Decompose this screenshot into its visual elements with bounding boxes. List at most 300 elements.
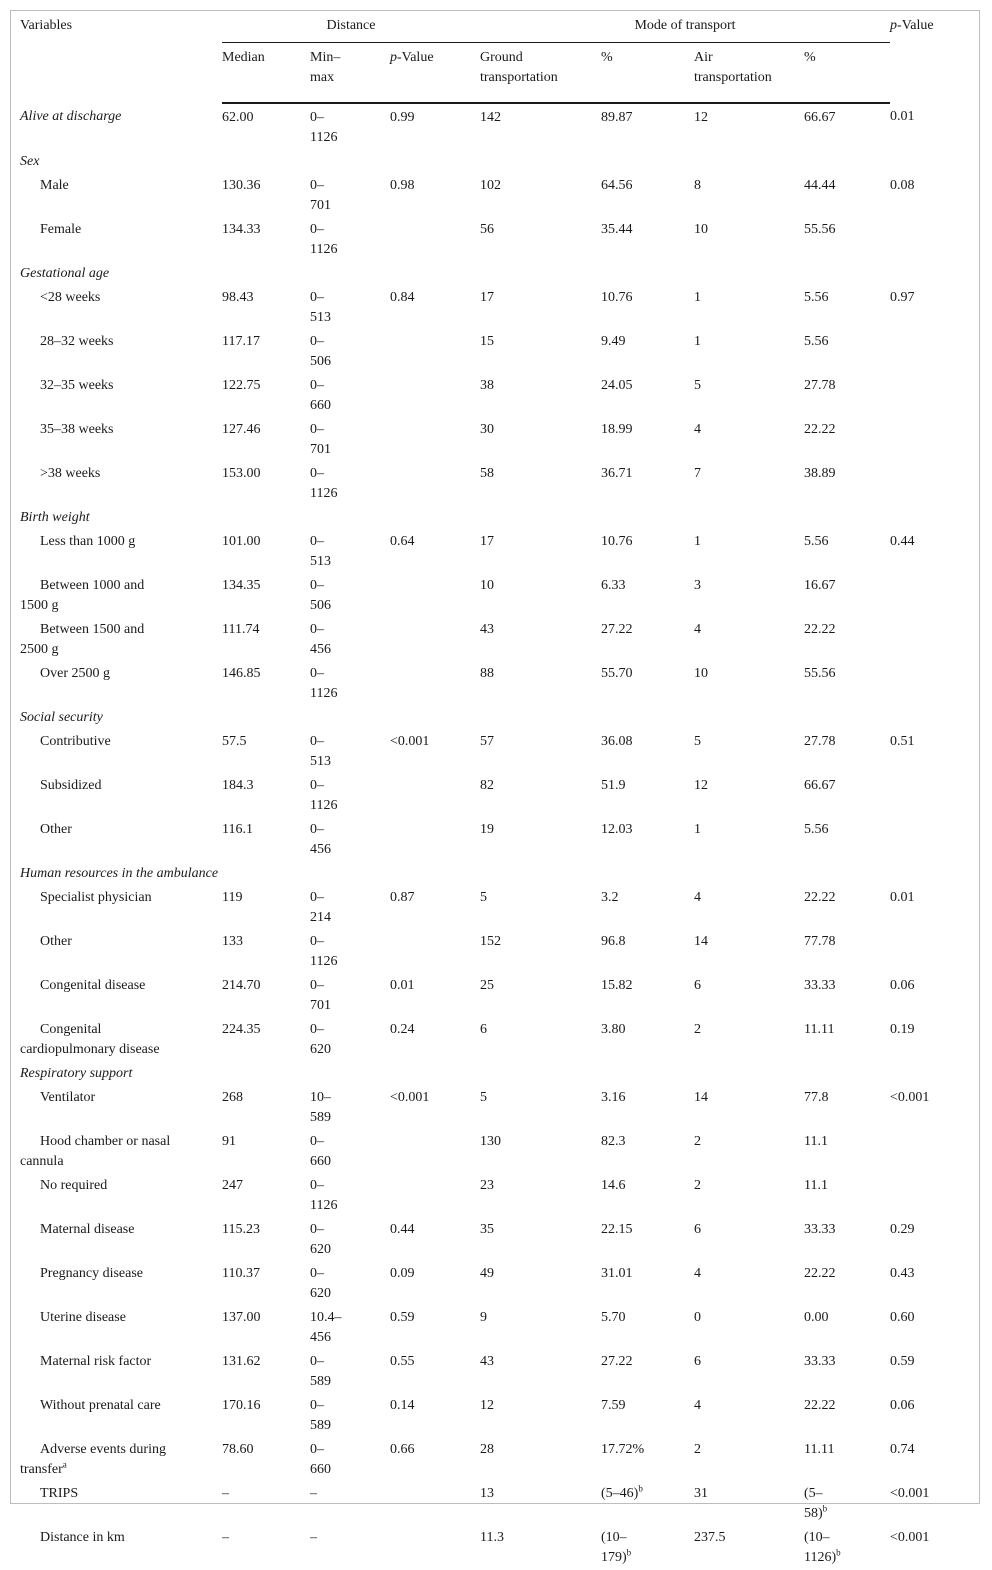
minmax-a: 0– (310, 466, 324, 481)
section-label: Respiratory support (20, 1066, 133, 1081)
cell-p2: 0.51 (890, 734, 915, 749)
cell-air: 10 (694, 666, 708, 681)
table-row (10, 1526, 980, 1570)
cell-median: 116.1 (222, 822, 253, 837)
air-line2: transportation (694, 70, 772, 85)
table-row (10, 103, 980, 150)
cell-ground-pct: 89.87 (601, 110, 633, 125)
table-row (10, 730, 980, 774)
row-label: 28–32 weeks (40, 334, 114, 349)
cell-air-pct: 11.11 (804, 1442, 835, 1457)
row-label: Subsidized (40, 778, 102, 793)
minmax-b: 456 (310, 1330, 331, 1345)
cell-median: 119 (222, 890, 243, 905)
row-label: 32–35 weeks (40, 378, 114, 393)
table-row (10, 974, 980, 1018)
section-label: Gestational age (20, 266, 110, 281)
cell-ground-pct: 12.03 (601, 822, 633, 837)
table-row (10, 662, 980, 706)
cell-p (390, 662, 480, 706)
cell-p (390, 818, 480, 862)
cell-ground-pct: 31.01 (601, 1266, 633, 1281)
cell-air-pct: 5.56 (804, 290, 829, 305)
cell-minmax (310, 1350, 390, 1394)
cell-median: 134.33 (222, 222, 261, 237)
cell-p2: 0.43 (890, 1266, 915, 1281)
cell-ground: 11.3 (480, 1530, 504, 1545)
table-row (10, 618, 980, 662)
row-label-line1: Hood chamber or nasal (40, 1134, 171, 1149)
cell-p (390, 574, 480, 618)
cell-air-pct: 77.78 (804, 934, 836, 949)
row-label: Congenital disease (40, 978, 146, 993)
cell-ground-pct: 3.2 (601, 890, 619, 905)
minmax-a: 0– (310, 978, 324, 993)
cell-air: 2 (694, 1178, 701, 1193)
cell-air-pct: 5.56 (804, 822, 829, 837)
section-label: Sex (20, 154, 40, 169)
minmax-a: 0– (310, 934, 324, 949)
cell-ground-pct: 24.05 (601, 378, 633, 393)
cell-p2: 0.29 (890, 1222, 915, 1237)
header-ground-pct: % (601, 43, 694, 103)
cell-air-pct: 11.1 (804, 1134, 828, 1149)
table-row (10, 1438, 980, 1482)
cell-air-pct: 5.56 (804, 334, 829, 349)
cell-p2: 0.44 (890, 534, 915, 549)
cell-ground: 10 (480, 578, 494, 593)
cell-median: 184.3 (222, 778, 254, 793)
table-row (10, 330, 980, 374)
cell-air-pct: 11.11 (804, 1022, 835, 1037)
cell-p: 0.66 (390, 1442, 415, 1457)
cell-minmax (310, 530, 390, 574)
cell-air-pct: 55.56 (804, 222, 836, 237)
cell-air-pct: 22.22 (804, 1266, 836, 1281)
cell-ground-pct: 55.70 (601, 666, 633, 681)
cell-minmax (310, 374, 390, 418)
table-row (10, 462, 980, 506)
cell-median: 111.74 (222, 622, 260, 637)
section-row (10, 262, 980, 286)
cell-p: <0.001 (390, 1090, 430, 1105)
row-label: Distance in km (40, 1530, 125, 1545)
cell-ground-pct: 9.49 (601, 334, 626, 349)
table-row (10, 1262, 980, 1306)
cell-p: 0.55 (390, 1354, 415, 1369)
cell-p (390, 618, 480, 662)
table-row (10, 530, 980, 574)
cell-ground: 17 (480, 290, 494, 305)
cell-p2 (890, 1174, 980, 1218)
minmax-b: 214 (310, 910, 331, 925)
table-row (10, 286, 980, 330)
cell-median: 134.35 (222, 578, 261, 593)
minmax-b: 456 (310, 642, 331, 657)
cell-median: 133 (222, 934, 243, 949)
minmax-a: 0– (310, 290, 324, 305)
cell-p: 0.09 (390, 1266, 415, 1281)
row-label: Ventilator (40, 1090, 96, 1105)
row-label (10, 574, 222, 618)
cell-p2 (890, 218, 980, 262)
ground-range: (5–46) (601, 1486, 639, 1501)
footnote-marker: b (626, 1547, 632, 1558)
table-row (10, 174, 980, 218)
cell-p: 0.44 (390, 1222, 415, 1237)
p-italic: p (890, 18, 898, 33)
cell-minmax (310, 330, 390, 374)
cell-air-pct: 11.1 (804, 1178, 828, 1193)
section-row (10, 150, 980, 174)
cell-ground: 15 (480, 334, 494, 349)
row-label: 35–38 weeks (40, 422, 114, 437)
cell-minmax (310, 774, 390, 818)
cell-median: 130.36 (222, 178, 261, 193)
header-pvalue (390, 43, 480, 103)
cell-p2 (890, 374, 980, 418)
cell-median: 146.85 (222, 666, 261, 681)
cell-ground-pct: 17.72% (601, 1442, 645, 1457)
cell-minmax (310, 418, 390, 462)
minmax-a: 0– (310, 1178, 324, 1193)
cell-ground-pct: 96.8 (601, 934, 626, 949)
table-row (10, 418, 980, 462)
cell-ground: 5 (480, 1090, 487, 1105)
cell-ground-pct: 15.82 (601, 978, 633, 993)
row-label-line2: cannula (20, 1154, 64, 1169)
air-line1: Air (694, 50, 713, 65)
row-label (10, 618, 222, 662)
cell-air: 14 (694, 934, 708, 949)
minmax-b: 701 (310, 198, 331, 213)
cell-air: 12 (694, 778, 708, 793)
footnote-marker: b (836, 1547, 841, 1558)
cell-ground-pct: 14.6 (601, 1178, 626, 1193)
cell-air: 5 (694, 378, 701, 393)
row-label-line1: Adverse events during (40, 1442, 166, 1457)
cell-median: – (222, 1486, 229, 1501)
ground-range-a: (10– (601, 1530, 627, 1545)
table-row (10, 818, 980, 862)
minmax-b: 620 (310, 1042, 331, 1057)
cell-p2: <0.001 (890, 1530, 930, 1545)
minmax-b: 513 (310, 754, 331, 769)
cell-air-pct: 22.22 (804, 1398, 836, 1413)
minmax-line2: max (310, 70, 335, 85)
cell-air: 0 (694, 1310, 701, 1325)
row-label: Uterine disease (40, 1310, 126, 1325)
cell-ground-pct: 6.33 (601, 578, 626, 593)
cell-air: 12 (694, 110, 708, 125)
table-row (10, 774, 980, 818)
minmax-b: 589 (310, 1418, 331, 1433)
cell-ground: 142 (480, 110, 501, 125)
cell-median: 98.43 (222, 290, 254, 305)
cell-p: 0.84 (390, 290, 415, 305)
cell-median: 62.00 (222, 110, 254, 125)
cell-air-pct: 66.67 (804, 778, 836, 793)
cell-p2 (890, 662, 980, 706)
cell-median: 214.70 (222, 978, 261, 993)
cell-p2: 0.01 (890, 109, 915, 124)
header-ground (480, 43, 601, 103)
cell-ground-pct: 82.3 (601, 1134, 626, 1149)
cell-minmax (310, 1018, 390, 1062)
cell-p: 0.98 (390, 178, 415, 193)
cell-p (390, 218, 480, 262)
cell-p2 (890, 774, 980, 818)
air-range-a: (5– (804, 1486, 823, 1501)
minmax-b: 1126 (310, 798, 338, 813)
p-suffix: -Value (897, 18, 934, 33)
cell-p2 (890, 618, 980, 662)
minmax-b: 1126 (310, 130, 338, 145)
air-range-a: (10– (804, 1530, 830, 1545)
cell-air: 1 (694, 290, 701, 305)
cell-ground: 56 (480, 222, 494, 237)
cell-p2: 0.59 (890, 1354, 915, 1369)
section-row (10, 862, 980, 886)
cell-p (390, 1526, 480, 1570)
cell-minmax (310, 218, 390, 262)
row-label: Female (40, 222, 82, 237)
results-table (10, 10, 980, 1570)
cell-p2 (890, 1130, 980, 1174)
cell-p2: <0.001 (890, 1486, 930, 1501)
table-row (10, 1394, 980, 1438)
cell-minmax (310, 974, 390, 1018)
minmax-a: 0– (310, 110, 324, 125)
minmax-a: 0– (310, 1266, 324, 1281)
cell-p: 0.64 (390, 534, 415, 549)
cell-air: 10 (694, 222, 708, 237)
cell-ground-pct: 35.44 (601, 222, 633, 237)
cell-air: 2 (694, 1442, 701, 1457)
minmax-b: 506 (310, 598, 331, 613)
cell-p (390, 418, 480, 462)
cell-ground: 17 (480, 534, 494, 549)
cell-p: <0.001 (390, 734, 430, 749)
cell-minmax (310, 1174, 390, 1218)
cell-median: 153.00 (222, 466, 261, 481)
cell-air-pct: 27.78 (804, 378, 836, 393)
cell-ground: 58 (480, 466, 494, 481)
row-label (10, 1438, 222, 1482)
cell-ground-pct: 36.08 (601, 734, 633, 749)
cell-ground: 130 (480, 1134, 501, 1149)
minmax-a: 0– (310, 666, 324, 681)
cell-ground: 49 (480, 1266, 494, 1281)
minmax-a: 0– (310, 622, 324, 637)
minmax-a: 0– (310, 778, 324, 793)
cell-ground: 9 (480, 1310, 487, 1325)
header-row-top (10, 10, 980, 43)
row-label: Over 2500 g (40, 666, 110, 681)
cell-ground: 88 (480, 666, 494, 681)
cell-air: 2 (694, 1022, 701, 1037)
cell-air-pct: 22.22 (804, 890, 836, 905)
cell-air: 14 (694, 1090, 708, 1105)
cell-ground: 25 (480, 978, 494, 993)
minmax-a: 0– (310, 1354, 324, 1369)
cell-p2: 0.06 (890, 978, 915, 993)
minmax-b: 513 (310, 310, 331, 325)
table-row (10, 930, 980, 974)
minmax-a: 0– (310, 578, 324, 593)
cell-p2 (890, 330, 980, 374)
table-row (10, 574, 980, 618)
cell-air-pct: 77.8 (804, 1090, 829, 1105)
cell-ground-pct: 27.22 (601, 622, 633, 637)
cell-ground-pct: 5.70 (601, 1310, 626, 1325)
cell-air: 1 (694, 822, 701, 837)
footnote-marker: b (638, 1483, 643, 1494)
minmax-b: 589 (310, 1110, 331, 1125)
row-label-line2: 2500 g (20, 642, 59, 657)
cell-p2 (890, 574, 980, 618)
cell-p2 (890, 930, 980, 974)
cell-ground-pct: 27.22 (601, 1354, 633, 1369)
cell-p (390, 1130, 480, 1174)
p-suffix: -Value (397, 50, 434, 65)
cell-air-pct: 66.67 (804, 110, 836, 125)
cell-median: 110.37 (222, 1266, 260, 1281)
section-label: Human resources in the ambulance (20, 866, 219, 881)
cell-air-pct: 55.56 (804, 666, 836, 681)
minmax-a: 0– (310, 1398, 324, 1413)
table-row (10, 1482, 980, 1526)
row-label (10, 1018, 222, 1062)
row-label-line2: transfer (20, 1462, 63, 1477)
footnote-marker: a (62, 1459, 67, 1470)
cell-ground-pct (601, 1526, 694, 1570)
minmax-a: 0– (310, 422, 324, 437)
cell-ground: 28 (480, 1442, 494, 1457)
ground-range-b: 179) (601, 1550, 627, 1565)
table-row (10, 1018, 980, 1062)
table-row (10, 886, 980, 930)
row-label: Contributive (40, 734, 111, 749)
minmax-b: 456 (310, 842, 331, 857)
minmax-b: 513 (310, 554, 331, 569)
minmax-a: 0– (310, 378, 324, 393)
table-row (10, 1130, 980, 1174)
minmax-b: 660 (310, 1462, 331, 1477)
cell-ground-pct: 7.59 (601, 1398, 626, 1413)
cell-minmax: – (310, 1486, 317, 1501)
cell-minmax (310, 618, 390, 662)
row-label: Specialist physician (40, 890, 152, 905)
row-label-line2: 1500 g (20, 598, 59, 613)
cell-air-pct: 33.33 (804, 978, 836, 993)
row-label-line1: Between 1000 and (40, 578, 145, 593)
cell-p2 (890, 818, 980, 862)
header-mode (480, 10, 890, 43)
cell-minmax (310, 1086, 390, 1130)
section-row (10, 706, 980, 730)
row-label: Other (40, 934, 72, 949)
cell-p: 0.87 (390, 890, 415, 905)
cell-air: 4 (694, 622, 701, 637)
cell-air-pct: 38.89 (804, 466, 836, 481)
cell-p (390, 1174, 480, 1218)
cell-p: 0.14 (390, 1398, 415, 1413)
cell-air-pct (804, 1482, 890, 1526)
minmax-b: 701 (310, 442, 331, 457)
cell-p (390, 930, 480, 974)
minmax-a: 0– (310, 822, 324, 837)
cell-ground: 13 (480, 1486, 494, 1501)
cell-ground: 43 (480, 1354, 494, 1369)
row-label: No required (40, 1178, 108, 1193)
minmax-a: 10.4– (310, 1310, 342, 1325)
cell-median: – (222, 1530, 229, 1545)
cell-minmax (310, 462, 390, 506)
cell-ground: 6 (480, 1022, 487, 1037)
cell-air-pct: 33.33 (804, 1222, 836, 1237)
cell-ground-pct: 18.99 (601, 422, 633, 437)
cell-minmax (310, 1438, 390, 1482)
cell-air-pct: 22.22 (804, 622, 836, 637)
cell-p: 0.01 (390, 978, 415, 993)
cell-air: 237.5 (694, 1530, 726, 1545)
minmax-b: 1126 (310, 686, 338, 701)
cell-minmax (310, 1394, 390, 1438)
minmax-b: 620 (310, 1242, 331, 1257)
table-row (10, 374, 980, 418)
section-row (10, 1062, 980, 1086)
minmax-b: 1126 (310, 486, 338, 501)
cell-air-pct: 22.22 (804, 422, 836, 437)
cell-air: 4 (694, 422, 701, 437)
cell-median: 137.00 (222, 1310, 261, 1325)
minmax-line1: Min– (310, 50, 341, 65)
minmax-b: 660 (310, 1154, 331, 1169)
cell-minmax (310, 930, 390, 974)
cell-median: 117.17 (222, 334, 260, 349)
cell-air: 5 (694, 734, 701, 749)
header-air-pct: % (804, 43, 890, 103)
cell-air-pct: 16.67 (804, 578, 836, 593)
cell-median: 115.23 (222, 1222, 260, 1237)
header-variables: Variables (20, 18, 73, 33)
table-row (10, 1174, 980, 1218)
cell-p2: 0.01 (890, 890, 915, 905)
cell-median: 131.62 (222, 1354, 261, 1369)
cell-minmax (310, 286, 390, 330)
row-label: Maternal risk factor (40, 1354, 152, 1369)
air-range-b: 1126) (804, 1550, 837, 1565)
row-label: Pregnancy disease (40, 1266, 144, 1281)
cell-ground-pct: 22.15 (601, 1222, 633, 1237)
cell-p (390, 1482, 480, 1526)
cell-p: 0.24 (390, 1022, 415, 1037)
air-range-b: 58) (804, 1506, 823, 1521)
table-row (10, 218, 980, 262)
cell-minmax (310, 818, 390, 862)
minmax-b: 660 (310, 398, 331, 413)
p-italic: p (390, 50, 397, 65)
cell-ground-pct: 64.56 (601, 178, 633, 193)
minmax-a: 0– (310, 1442, 324, 1457)
cell-median: 122.75 (222, 378, 261, 393)
cell-ground: 43 (480, 622, 494, 637)
row-label: Alive at discharge (20, 109, 122, 124)
cell-air: 8 (694, 178, 701, 193)
cell-ground-pct: 3.80 (601, 1022, 626, 1037)
cell-air: 1 (694, 534, 701, 549)
